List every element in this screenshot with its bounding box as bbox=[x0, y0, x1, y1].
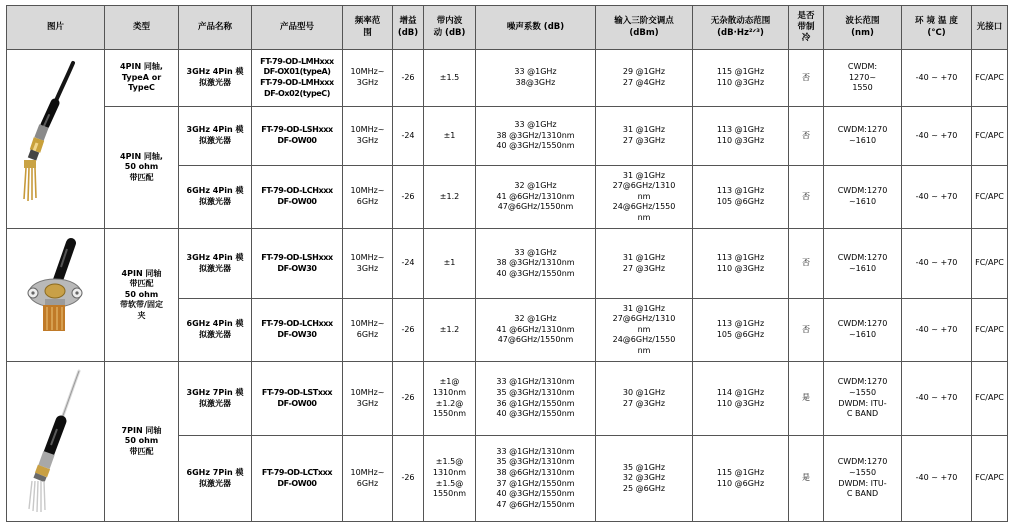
ip3-cell: 30 @1GHz 27 @3GHz bbox=[596, 362, 693, 436]
freq-cell: 10MHz~ 3GHz bbox=[343, 50, 393, 107]
tec-cell: 是 bbox=[789, 362, 824, 436]
tec-cell: 否 bbox=[789, 166, 824, 229]
header-tec: 是否 带制 冷 bbox=[789, 6, 824, 50]
product-image-cell bbox=[7, 229, 105, 362]
type-cell: 7PIN 同轴 50 ohm 带匹配 bbox=[105, 362, 179, 522]
sfdr-cell: 115 @1GHz 110 @6GHz bbox=[693, 436, 789, 522]
freq-cell: 10MHz~ 6GHz bbox=[343, 436, 393, 522]
type-cell: 4PIN 同轴, TypeA or TypeC bbox=[105, 50, 179, 107]
flatness-cell: ±1 bbox=[424, 229, 476, 299]
noise-cell: 33 @1GHz/1310nm 35 @3GHz/1310nm 36 @1GHz/1550nm 40 @3GHz/1550nm bbox=[476, 362, 596, 436]
header-wavelength: 波长范围 (nm) bbox=[824, 6, 902, 50]
name-cell: 3GHz 4Pin 模 拟激光器 bbox=[179, 107, 252, 166]
header-sfdr: 无杂散动态范围 (dB·Hz²ᐟ³) bbox=[693, 6, 789, 50]
header-gain: 增益 (dB) bbox=[393, 6, 424, 50]
flatness-cell: ±1.2 bbox=[424, 166, 476, 229]
model-cell: FT-79-OD-LCHxxx DF-OW00 bbox=[252, 166, 343, 229]
ip3-cell: 31 @1GHz 27@6GHz/1310 nm 24@6GHz/1550 nm bbox=[596, 166, 693, 229]
flatness-cell: ±1.5 bbox=[424, 50, 476, 107]
gain-cell: -26 bbox=[393, 299, 424, 362]
ip3-cell: 31 @1GHz 27 @3GHz bbox=[596, 107, 693, 166]
freq-cell: 10MHz~ 6GHz bbox=[343, 299, 393, 362]
ip3-cell: 35 @1GHz 32 @3GHz 25 @6GHz bbox=[596, 436, 693, 522]
sfdr-cell: 113 @1GHz 110 @3GHz bbox=[693, 107, 789, 166]
name-cell: 6GHz 7Pin 模 拟激光器 bbox=[179, 436, 252, 522]
noise-cell: 33 @1GHz/1310nm 35 @3GHz/1310nm 38 @6GHz/1310nm 37 @1GHz/1550nm 40 @3GHz/1550nm 47 @6GHz/1550nm bbox=[476, 436, 596, 522]
temperature-cell: -40 ~ +70 bbox=[902, 436, 972, 522]
name-cell: 6GHz 4Pin 模 拟激光器 bbox=[179, 299, 252, 362]
flatness-cell: ±1.2 bbox=[424, 299, 476, 362]
model-cell: FT-79-OD-LSHxxx DF-OW00 bbox=[252, 107, 343, 166]
header-row bbox=[7, 6, 1008, 50]
temperature-cell: -40 ~ +70 bbox=[902, 107, 972, 166]
name-cell: 3GHz 4Pin 模 拟激光器 bbox=[179, 50, 252, 107]
connector-cell: FC/APC bbox=[972, 436, 1008, 522]
ip3-cell: 31 @1GHz 27 @3GHz bbox=[596, 229, 693, 299]
header-image: 图片 bbox=[7, 6, 105, 50]
connector-cell: FC/APC bbox=[972, 50, 1008, 107]
noise-cell: 33 @1GHz 38 @3GHz/1310nm 40 @3GHz/1550nm bbox=[476, 107, 596, 166]
sfdr-cell: 113 @1GHz 105 @6GHz bbox=[693, 166, 789, 229]
freq-cell: 10MHz~ 3GHz bbox=[343, 107, 393, 166]
header-freq: 频率范 围 bbox=[343, 6, 393, 50]
product-image-cell bbox=[7, 50, 105, 229]
wavelength-cell: CWDM:1270 ~1610 bbox=[824, 107, 902, 166]
tec-cell: 否 bbox=[789, 299, 824, 362]
header-connector: 光接口 bbox=[972, 6, 1008, 50]
temperature-cell: -40 ~ +70 bbox=[902, 50, 972, 107]
connector-cell: FC/APC bbox=[972, 362, 1008, 436]
connector-cell: FC/APC bbox=[972, 107, 1008, 166]
tec-cell: 是 bbox=[789, 436, 824, 522]
name-cell: 3GHz 4Pin 模 拟激光器 bbox=[179, 229, 252, 299]
sfdr-cell: 114 @1GHz 110 @3GHz bbox=[693, 362, 789, 436]
flatness-cell: ±1 bbox=[424, 107, 476, 166]
gain-cell: -24 bbox=[393, 107, 424, 166]
connector-cell: FC/APC bbox=[972, 166, 1008, 229]
4pin-flange-laser-photo bbox=[11, 235, 101, 355]
product-image-cell bbox=[7, 362, 105, 522]
wavelength-cell: CWDM:1270 ~1550 DWDM: ITU- C BAND bbox=[824, 362, 902, 436]
ip3-cell: 29 @1GHz 27 @4GHz bbox=[596, 50, 693, 107]
model-cell: FT-79-OD-LMHxxx DF-OX01(typeA) FT-79-OD-LMHxxx DF-Ox02(typeC) bbox=[252, 50, 343, 107]
freq-cell: 10MHz~ 6GHz bbox=[343, 166, 393, 229]
gain-cell: -26 bbox=[393, 166, 424, 229]
header-ip3: 输入三阶交调点 (dBm) bbox=[596, 6, 693, 50]
tec-cell: 否 bbox=[789, 107, 824, 166]
wavelength-cell: CWDM: 1270~ 1550 bbox=[824, 50, 902, 107]
gain-cell: -26 bbox=[393, 362, 424, 436]
gain-cell: -26 bbox=[393, 50, 424, 107]
table-row bbox=[7, 107, 1008, 166]
flatness-cell: ±1@ 1310nm ±1.2@ 1550nm bbox=[424, 362, 476, 436]
wavelength-cell: CWDM:1270 ~1610 bbox=[824, 166, 902, 229]
freq-cell: 10MHz~ 3GHz bbox=[343, 229, 393, 299]
header-temperature: 环 境 温 度 (°C) bbox=[902, 6, 972, 50]
tec-cell: 否 bbox=[789, 229, 824, 299]
name-cell: 3GHz 7Pin 模 拟激光器 bbox=[179, 362, 252, 436]
sfdr-cell: 113 @1GHz 105 @6GHz bbox=[693, 299, 789, 362]
model-cell: FT-79-OD-LSHxxx DF-OW30 bbox=[252, 229, 343, 299]
sfdr-cell: 113 @1GHz 110 @3GHz bbox=[693, 229, 789, 299]
gain-cell: -24 bbox=[393, 229, 424, 299]
wavelength-cell: CWDM:1270 ~1610 bbox=[824, 299, 902, 362]
model-cell: FT-79-OD-LSTxxx DF-OW00 bbox=[252, 362, 343, 436]
name-cell: 6GHz 4Pin 模 拟激光器 bbox=[179, 166, 252, 229]
noise-cell: 33 @1GHz 38@3GHz bbox=[476, 50, 596, 107]
type-cell: 4PIN 同轴, 50 ohm 带匹配 bbox=[105, 107, 179, 229]
connector-cell: FC/APC bbox=[972, 229, 1008, 299]
flatness-cell: ±1.5@ 1310nm ±1.5@ 1550nm bbox=[424, 436, 476, 522]
noise-cell: 33 @1GHz 38 @3GHz/1310nm 40 @3GHz/1550nm bbox=[476, 229, 596, 299]
gain-cell: -26 bbox=[393, 436, 424, 522]
table-row bbox=[7, 362, 1008, 436]
noise-cell: 32 @1GHz 41 @6GHz/1310nm 47@6GHz/1550nm bbox=[476, 166, 596, 229]
noise-cell: 32 @1GHz 41 @6GHz/1310nm 47@6GHz/1550nm bbox=[476, 299, 596, 362]
ip3-cell: 31 @1GHz 27@6GHz/1310 nm 24@6GHz/1550 nm bbox=[596, 299, 693, 362]
sfdr-cell: 115 @1GHz 110 @3GHz bbox=[693, 50, 789, 107]
type-cell: 4PIN 同轴 带匹配 50 ohm 带软带/固定 夹 bbox=[105, 229, 179, 362]
header-type: 类型 bbox=[105, 6, 179, 50]
model-cell: FT-79-OD-LCHxxx DF-OW30 bbox=[252, 299, 343, 362]
table-row bbox=[7, 229, 1008, 299]
wavelength-cell: CWDM:1270 ~1610 bbox=[824, 229, 902, 299]
wavelength-cell: CWDM:1270 ~1550 DWDM: ITU- C BAND bbox=[824, 436, 902, 522]
header-model: 产品型号 bbox=[252, 6, 343, 50]
model-cell: FT-79-OD-LCTxxx DF-OW00 bbox=[252, 436, 343, 522]
header-noise: 噪声系数 (dB) bbox=[476, 6, 596, 50]
7pin-coaxial-laser-photo bbox=[11, 367, 101, 517]
table-row bbox=[7, 50, 1008, 107]
temperature-cell: -40 ~ +70 bbox=[902, 166, 972, 229]
header-flatness: 带内波 动 (dB) bbox=[424, 6, 476, 50]
temperature-cell: -40 ~ +70 bbox=[902, 229, 972, 299]
temperature-cell: -40 ~ +70 bbox=[902, 362, 972, 436]
connector-cell: FC/APC bbox=[972, 299, 1008, 362]
temperature-cell: -40 ~ +70 bbox=[902, 299, 972, 362]
freq-cell: 10MHz~ 3GHz bbox=[343, 362, 393, 436]
spec-table bbox=[6, 5, 1008, 522]
4pin-coaxial-laser-photo bbox=[11, 59, 101, 219]
tec-cell: 否 bbox=[789, 50, 824, 107]
header-name: 产品名称 bbox=[179, 6, 252, 50]
